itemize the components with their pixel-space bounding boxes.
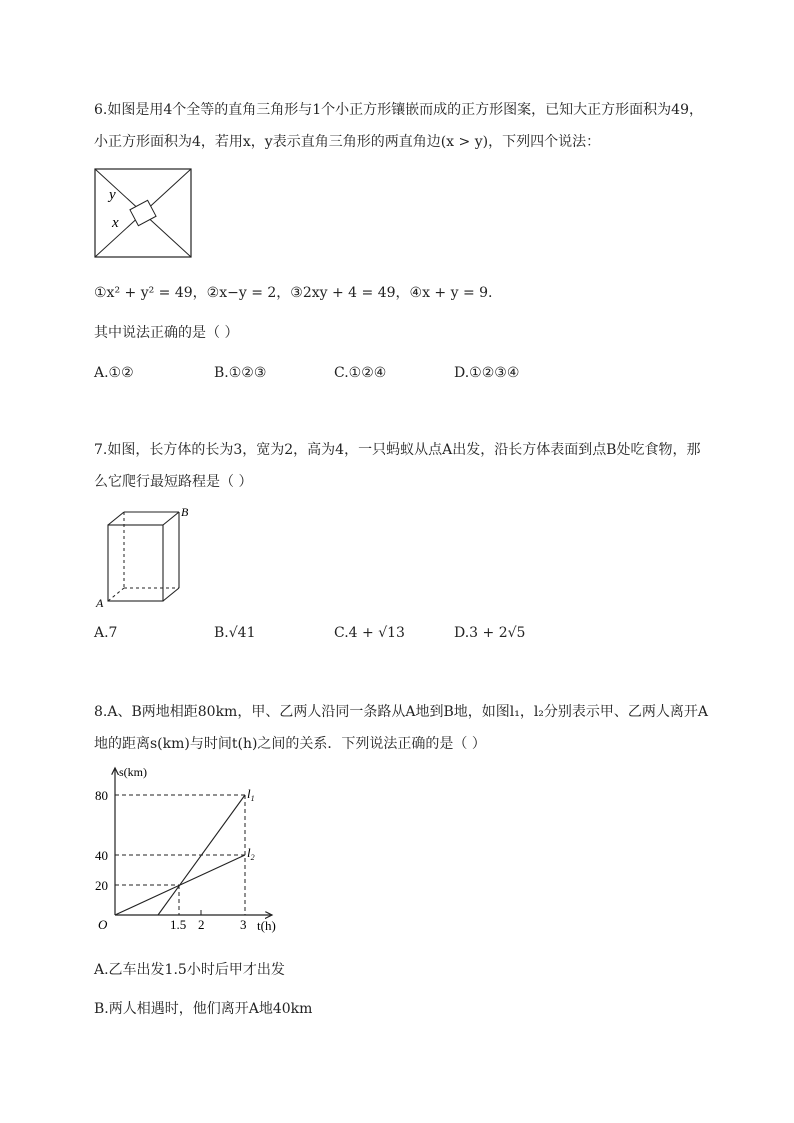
q7-label-a: A (96, 596, 104, 610)
q8-line1: 8.A、B两地相距80km，甲、乙两人沿同一条路从A地到B地，如图l₁，l₂分别表示甲、乙两人离开A (94, 704, 709, 720)
q7-option-d: D.3 + 2√5 (454, 625, 526, 641)
q8-l1-sub: 1 (250, 794, 255, 803)
q8-x-axis-label: t(h) (257, 918, 276, 933)
q6-prompt: 其中说法正确的是（ ） (94, 325, 239, 341)
q8-x-tick-2: 2 (198, 917, 205, 932)
q8-option-a: A.乙车出发1.5小时后甲才出发 (94, 962, 285, 978)
q6-label-x: x (112, 215, 119, 231)
q8-line2: 地的距离s(km)与时间t(h)之间的关系．下列说法正确的是（ ） (94, 736, 486, 752)
q8-y-tick-20: 20 (95, 878, 108, 893)
q6-line2: 小正方形面积为4，若用x，y表示直角三角形的两直角边(x > y)，下列四个说法： (94, 134, 601, 150)
q8-y-tick-40: 40 (95, 848, 108, 863)
q7-line2: 么它爬行最短路程是（ ） (94, 474, 253, 490)
q6-option-a: A.①② (94, 365, 134, 381)
q6-option-d: D.①②③④ (454, 365, 520, 381)
q8-x-tick-1-5: 1.5 (170, 917, 187, 932)
q7-option-c: C.4 + √13 (334, 625, 405, 641)
q8-x-tick-3: 3 (240, 917, 247, 932)
q8-l2-label: $l_2$ (247, 845, 255, 862)
q8-distance-time-chart (94, 762, 284, 937)
q6-option-c: C.①②④ (334, 365, 387, 381)
q7-cuboid-figure (94, 504, 200, 610)
q8-l1-label: $l_1$ (247, 786, 255, 803)
q6-label-y: y (109, 187, 116, 203)
q8-y-axis-label: s(km) (119, 765, 147, 779)
q6-statements: ①x² + y² = 49，②x−y = 2，③2xy + 4 = 49，④x + y = 9. (94, 285, 493, 301)
q6-square-figure (94, 168, 194, 260)
q8-option-b: B.两人相遇时，他们离开A地40km (94, 1001, 313, 1017)
q7-option-b: B.√41 (214, 625, 256, 641)
q7-label-b: B (181, 505, 189, 519)
q8-origin-label: O (98, 917, 108, 932)
q8-l2-sub: 2 (250, 853, 255, 862)
q6-line1: 6.如图是用4个全等的直角三角形与1个小正方形镶嵌而成的正方形图案，已知大正方形面积为49， (94, 102, 703, 118)
q7-line1: 7.如图，长方体的长为3，宽为2，高为4，一只蚂蚁从点A出发，沿长方体表面到点B处吃食物，那 (94, 442, 701, 458)
q7-option-a: A.7 (94, 625, 118, 641)
q8-y-tick-80: 80 (95, 788, 108, 803)
q6-option-b: B.①②③ (214, 365, 267, 381)
